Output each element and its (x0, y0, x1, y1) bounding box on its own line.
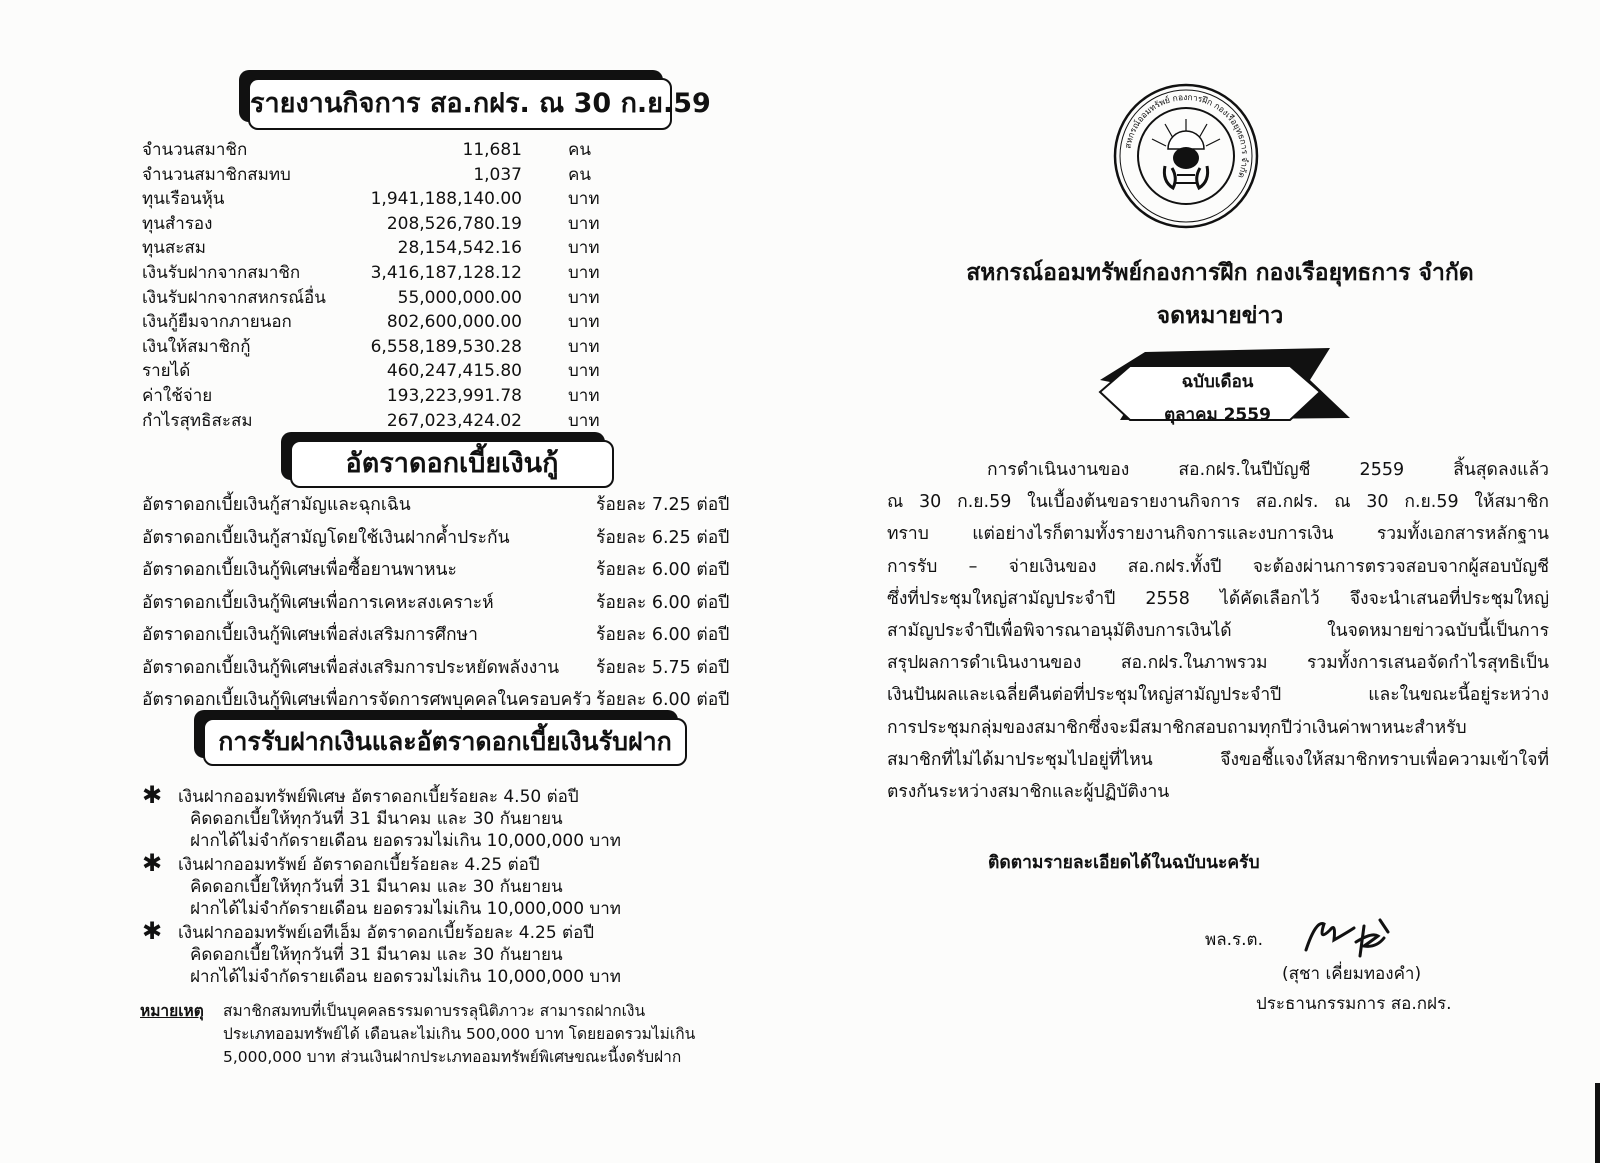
deposit-lines (178, 786, 702, 852)
stat-unit: บาท (568, 312, 600, 333)
stat-row (142, 212, 612, 237)
stats-table (142, 138, 612, 433)
loan-rate-row (142, 523, 742, 556)
newsletter-title: จดหมายข่าว (1156, 303, 1284, 329)
stat-row (142, 261, 612, 286)
stat-row (142, 310, 612, 335)
loan-rate-label: อัตราดอกเบี้ยเงินกู้พิเศษเพื่อซื้อยานพาหนะ (142, 560, 457, 580)
note-line: 5,000,000 บาท ส่วนเงินฝากประเภทออมทรัพย์พิเศษขณะนี้งดรับฝาก (223, 1048, 682, 1066)
stat-unit: บาท (568, 287, 600, 308)
stat-row (142, 236, 612, 261)
stat-value: 55,000,000.00 (397, 287, 522, 308)
signer-name: (สุชา เคี่ยมทองคำ) (1282, 964, 1422, 984)
stat-label: เงินรับฝากจากสหกรณ์อื่น (142, 287, 326, 308)
stat-value: 1,941,188,140.00 (370, 189, 522, 210)
note-line: สมาชิกสมทบที่เป็นบุคคลธรรมดาบรรลุนิติภาวะ สามารถฝากเงิน (223, 1002, 646, 1020)
organization-name: สหกรณ์ออมทรัพย์กองการฝึก กองเรือยุทธการ จำกัด (966, 260, 1474, 286)
stat-label: เงินให้สมาชิกกู้ (142, 336, 251, 357)
loan-rate-value: ร้อยละ 6.00 ต่อปี (596, 592, 730, 613)
loan-rate-row (142, 685, 742, 718)
stat-row (142, 335, 612, 360)
stat-label: เงินกู้ยืมจากภายนอก (142, 312, 292, 333)
deposit-line: ฝากได้ไม่จำกัดรายเดือน ยอดรวมไม่เกิน 10,000,000 บาท (190, 967, 621, 987)
stat-label: ทุนสะสม (142, 238, 206, 259)
deposit-item (142, 917, 702, 988)
loan-rates-list (142, 490, 742, 718)
asterisk-icon: ✱ (142, 781, 163, 809)
body-line: สามัญประจำปีเพื่อพิจารณาอนุมัติงบการเงินได้ ในจดหมายข่าวฉบับนี้เป็นการ (887, 621, 1549, 642)
loan-rates-title-banner: อัตราดอกเบี้ยเงินกู้ (290, 440, 614, 488)
deposit-title-banner: การรับฝากเงินและอัตราดอกเบี้ยเงินรับฝาก (203, 718, 687, 766)
deposit-line: ฝากได้ไม่จำกัดรายเดือน ยอดรวมไม่เกิน 10,000,000 บาท (190, 831, 621, 851)
stat-row (142, 409, 612, 434)
stat-unit: บาท (568, 262, 600, 283)
note-label: หมายเหตุ (140, 1002, 204, 1020)
note-block (140, 1000, 760, 1069)
stat-value: 28,154,542.16 (397, 238, 522, 259)
loan-rate-row (142, 555, 742, 588)
stat-label: ค่าใช้จ่าย (142, 385, 213, 406)
stat-label: จำนวนสมาชิก (142, 140, 248, 160)
stat-unit: คน (568, 164, 591, 185)
deposit-line: คิดดอกเบี้ยให้ทุกวันที่ 31 มีนาคม และ 30 กันยายน (190, 945, 563, 965)
deposit-lines (178, 854, 702, 920)
stat-row (142, 187, 612, 212)
stat-row (142, 163, 612, 188)
stat-unit: บาท (568, 361, 600, 382)
stat-label: ทุนเรือนหุ้น (142, 189, 225, 210)
stat-row (142, 359, 612, 384)
stat-unit: คน (568, 140, 591, 160)
loan-rate-value: ร้อยละ 6.25 ต่อปี (596, 527, 730, 548)
loan-rate-row (142, 620, 742, 653)
issue-badge (1085, 338, 1350, 433)
loan-rate-label: อัตราดอกเบี้ยเงินกู้พิเศษเพื่อการเคหะสงเคราะห์ (142, 592, 494, 613)
stat-unit: บาท (568, 213, 600, 234)
issue-line-1: ฉบับเดือน (1181, 372, 1254, 392)
cooperative-seal-logo (1113, 83, 1259, 229)
stat-value: 193,223,991.78 (386, 385, 522, 406)
edge-mark (1595, 1083, 1600, 1163)
loan-rate-value: ร้อยละ 7.25 ต่อปี (596, 495, 730, 515)
body-line: เงินปันผลและเฉลี่ยคืนต่อที่ประชุมใหญ่สามัญประจำปี และในขณะนี้อยู่ระหว่าง (887, 685, 1549, 706)
loan-rate-value: ร้อยละ 6.00 ต่อปี (596, 625, 730, 645)
body-line: สรุปผลการดำเนินงานของ สอ.กฝร.ในภาพรวม รวมทั้งการเสนอจัดกำไรสุทธิเป็น (887, 653, 1549, 674)
body-line: ซึ่งที่ประชุมใหญ่สามัญประจำปี 2558 ได้คัดเลือกไว้ จึงจะนำเสนอที่ประชุมใหญ่ (887, 588, 1549, 609)
signer-rank: พล.ร.ต. (1205, 930, 1264, 950)
stat-unit: บาท (568, 410, 600, 431)
stat-row (142, 286, 612, 311)
deposit-item (142, 849, 702, 920)
body-line: การรับ – จ่ายเงินของ สอ.กฝร.ทั้งปี จะต้องผ่านการตรวจสอบจากผู้สอบบัญชี (887, 556, 1549, 577)
issue-line-2: ตุลาคม 2559 (1164, 405, 1271, 425)
body-line: สมาชิกที่ไม่ได้มาประชุมไปอยู่ที่ไหน จึงขอชี้แจงให้สมาชิกทราบเพื่อความเข้าใจที่ (887, 749, 1549, 770)
stat-value: 11,681 (462, 140, 522, 160)
loan-rate-label: อัตราดอกเบี้ยเงินกู้พิเศษเพื่อส่งเสริมการศึกษา (142, 625, 478, 645)
stat-value: 6,558,189,530.28 (370, 336, 522, 357)
deposit-lines (178, 922, 702, 988)
body-line: การประชุมกลุ่มของสมาชิกซึ่งจะมีสมาชิกสอบถามทุกปีว่าเงินค่าพาหนะสำหรับ (887, 717, 1467, 738)
signer-title: ประธานกรรมการ สอ.กฝร. (1256, 994, 1452, 1014)
stat-value: 802,600,000.00 (386, 312, 522, 333)
deposit-line: เงินฝากออมทรัพย์พิเศษ อัตราดอกเบี้ยร้อยละ 4.50 ต่อปี (178, 787, 579, 807)
stat-unit: บาท (568, 336, 600, 357)
stat-unit: บาท (568, 238, 600, 259)
body-line: ทราบ แต่อย่างไรก็ตามทั้งรายงานกิจการและงบการเงิน รวมทั้งเอกสารหลักฐาน (887, 524, 1549, 545)
svg-text:สหกรณ์ออมทรัพย์ กองการฝึก กองเ: สหกรณ์ออมทรัพย์ กองการฝึก กองเรือยุทธการ จำกัด (1123, 92, 1250, 180)
loan-rate-row (142, 490, 742, 523)
stat-unit: บาท (568, 189, 600, 210)
deposit-line: ฝากได้ไม่จำกัดรายเดือน ยอดรวมไม่เกิน 10,000,000 บาท (190, 899, 621, 919)
loan-rate-row (142, 653, 742, 686)
stat-label: เงินรับฝากจากสมาชิก (142, 262, 301, 283)
follow-up-text: ติดตามรายละเอียดได้ในฉบับนะครับ (988, 853, 1260, 873)
stat-row (142, 138, 612, 163)
report-title-banner: รายงานกิจการ สอ.กฝร. ณ 30 ก.ย.59 (248, 78, 672, 130)
stat-value: 267,023,424.02 (386, 410, 522, 431)
deposit-line: เงินฝากออมทรัพย์ อัตราดอกเบี้ยร้อยละ 4.25 ต่อปี (178, 855, 540, 875)
deposit-list (142, 781, 702, 990)
newsletter-body (887, 454, 1549, 808)
handwritten-signature (1298, 912, 1408, 962)
stat-row (142, 384, 612, 409)
loan-rate-row (142, 588, 742, 621)
loan-rate-value: ร้อยละ 6.00 ต่อปี (596, 560, 730, 580)
deposit-line: คิดดอกเบี้ยให้ทุกวันที่ 31 มีนาคม และ 30 กันยายน (190, 809, 563, 829)
loan-rate-label: อัตราดอกเบี้ยเงินกู้สามัญและฉุกเฉิน (142, 495, 411, 515)
loan-rate-label: อัตราดอกเบี้ยเงินกู้พิเศษเพื่อส่งเสริมการประหยัดพลังงาน (142, 657, 560, 678)
stat-label: กำไรสุทธิสะสม (142, 410, 253, 431)
deposit-line: คิดดอกเบี้ยให้ทุกวันที่ 31 มีนาคม และ 30 กันยายน (190, 877, 563, 897)
stat-value: 460,247,415.80 (386, 361, 522, 382)
loan-rate-label: อัตราดอกเบี้ยเงินกู้พิเศษเพื่อการจัดการศพบุคคลในครอบครัว (142, 690, 592, 710)
body-line: ตรงกันระหว่างสมาชิกและผู้ปฏิบัติงาน (887, 782, 1170, 803)
deposit-item (142, 781, 702, 852)
body-line: การดำเนินงานของ สอ.กฝร.ในปีบัญชี 2559 สิ้นสุดลงแล้ว (987, 460, 1549, 480)
note-line: ประเภทออมทรัพย์ได้ เดือนละไม่เกิน 500,000 บาท โดยยอดรวมไม่เกิน (223, 1025, 696, 1043)
asterisk-icon: ✱ (142, 849, 163, 877)
stat-label: ทุนสำรอง (142, 213, 213, 234)
loan-rate-value: ร้อยละ 5.75 ต่อปี (596, 657, 730, 678)
stat-label: รายได้ (142, 361, 191, 382)
stat-value: 1,037 (473, 164, 522, 185)
asterisk-icon: ✱ (142, 917, 163, 945)
body-line: ณ 30 ก.ย.59 ในเบื้องต้นขอรายงานกิจการ สอ.กฝร. ณ 30 ก.ย.59 ให้สมาชิก (887, 492, 1549, 513)
note-text (223, 1000, 760, 1069)
stat-label: จำนวนสมาชิกสมทบ (142, 164, 291, 185)
stat-value: 208,526,780.19 (386, 213, 522, 234)
loan-rate-value: ร้อยละ 6.00 ต่อปี (596, 690, 730, 710)
deposit-line: เงินฝากออมทรัพย์เอทีเอ็ม อัตราดอกเบี้ยร้อยละ 4.25 ต่อปี (178, 923, 595, 943)
stat-unit: บาท (568, 385, 600, 406)
stat-value: 3,416,187,128.12 (370, 262, 522, 283)
loan-rate-label: อัตราดอกเบี้ยเงินกู้สามัญโดยใช้เงินฝากค้ำประกัน (142, 527, 510, 548)
